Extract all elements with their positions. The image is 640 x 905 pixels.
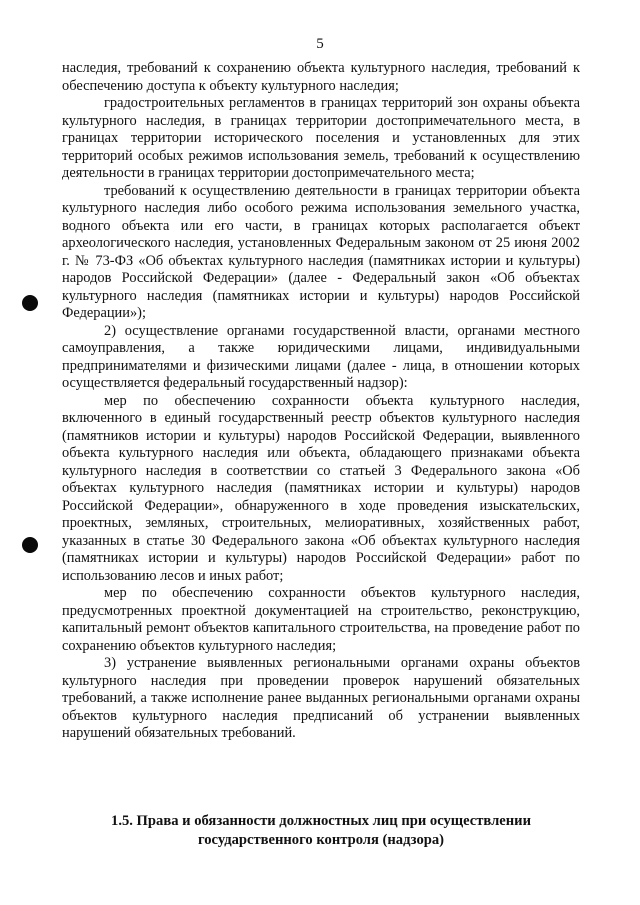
section-heading-line: 1.5. Права и обязанности должностных лиц при осуществлении (111, 813, 531, 829)
section-heading-line: государственного контроля (надзора) (197, 832, 445, 848)
punch-hole (22, 295, 38, 311)
paragraph-continuation: наследия, требований к сохранению объекта культурного наследия, требований к обеспечению доступа к объекту культурного наследия; (62, 60, 580, 94)
paragraph: 2) осуществление органами государственной власти, органами местного самоуправления, а также юридическими лицами, индивидуальными предпринимателями и физическими лицами (далее - лица, в отношении которых осуществляется федеральный государственный надзор): (62, 322, 580, 391)
page-number: 5 (316, 36, 324, 52)
paragraph: градостроительных регламентов в границах территорий зон охраны объекта культурного наследия, в границах территории достопримечательного места, в границах территории исторического поселения и установленных для этих территорий особых режимов использования земель, требований к осуществлению деятельности в границах территории достопримечательного места; (62, 95, 580, 181)
document-body (62, 60, 580, 743)
paragraph: требований к осуществлению деятельности в границах территории объекта культурного наследия либо особого режима использования земельного участка, водного объекта или его части, в границах которых располагается объект археологического наследия, установленных Федеральным законом от 25 июня 2002 г. № 73-ФЗ «Об объектах культурного наследия (памятниках истории и культуры) народов Российской Федерации» (далее - Федеральный закон «Об объектах культурного наследия (памятниках истории и культуры) народов Российской Федерации»); (62, 182, 580, 321)
paragraph: мер по обеспечению сохранности объекта культурного наследия, включенного в единый государственный реестр объектов культурного наследия (памятников истории и культуры) народов Российской Федерации, выявленного объекта культурного наследия или объекта, обладающего признаками объекта культурного наследия в соответствии со статьей 3 Федерального закона «Об объектах культурного наследия (памятниках истории и культуры) народов Российской Федерации», обнаруженного в ходе проведения изыскательских, проектных, земляных, строительных, мелиоративных, хозяйственных работ, указанных в статье 30 Федерального закона «Об объектах культурного наследия (памятниках истории и культуры) народов Российской Федерации» работ по использованию лесов и иных работ; (62, 392, 580, 584)
paragraph: мер по обеспечению сохранности объектов культурного наследия, предусмотренных проектной документацией на строительство, реконструкцию, капитальный ремонт объектов капитального строительства, на проведение работ по сохранению объектов культурного наследия; (62, 585, 580, 654)
section-heading (62, 812, 580, 850)
punch-hole (22, 537, 38, 553)
paragraph: 3) устранение выявленных региональными органами охраны объектов культурного наследия при проведении проверок нарушений обязательных требований, а также исполнение ранее выданных региональными органами охраны объектов культурного наследия предписаний об устранении выявленных нарушений обязательных требований. (62, 655, 580, 741)
